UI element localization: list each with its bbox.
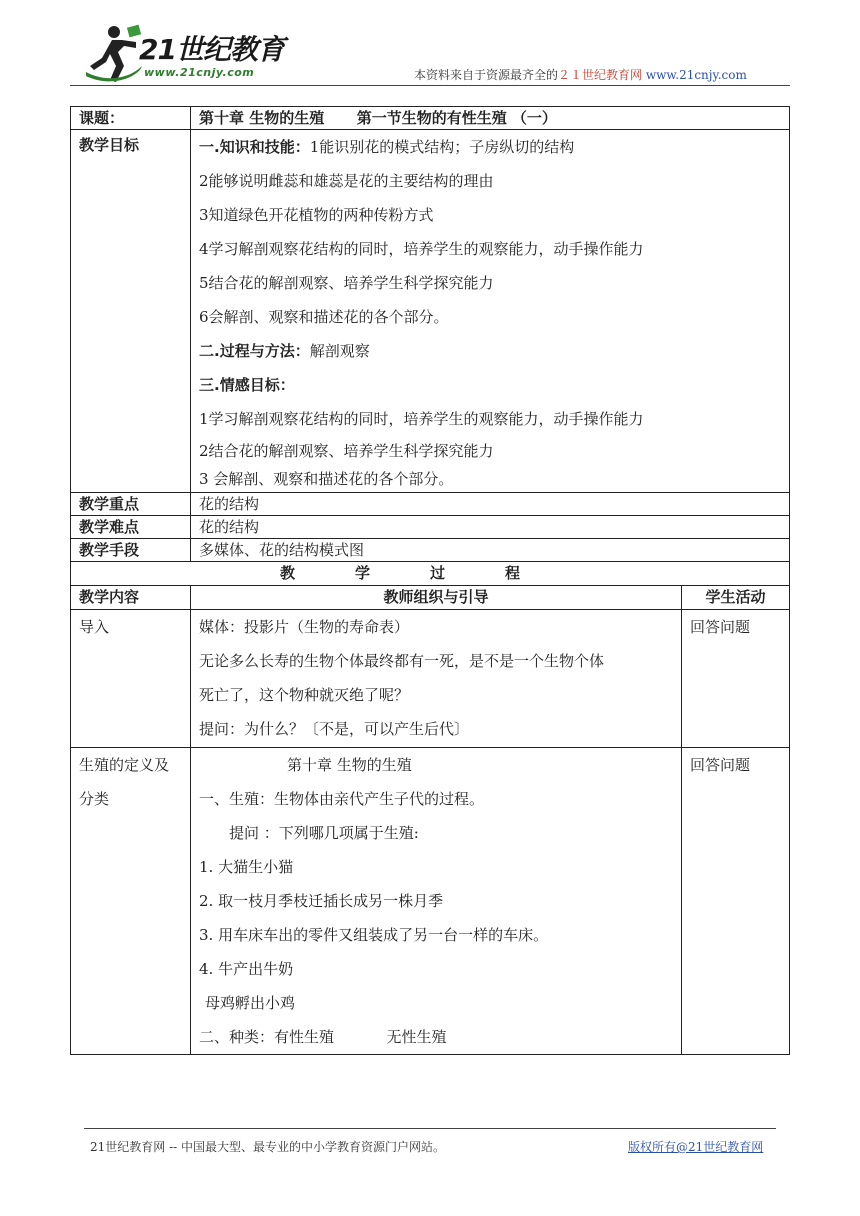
site-logo [84, 22, 294, 86]
knowledge-item-1: 1能识别花的模式结构；子房纵切的结构 [309, 138, 575, 156]
footer-divider [84, 1128, 776, 1129]
process-title: 教学过程 [71, 562, 790, 586]
knowledge-item-3: 3知道绿色开花植物的两种传粉方式 [199, 206, 434, 224]
header-note [414, 66, 747, 83]
teacher-line: 提问 ：下列哪几项属于生殖: [229, 824, 419, 842]
means-value: 多媒体、花的结构模式图 [191, 539, 790, 562]
teacher-line: 1. 大猫生小猫 [199, 858, 294, 876]
footer-copyright-link[interactable]: 版权所有@21世纪教育网 [628, 1140, 764, 1154]
teacher-line: 二、种类：有性生殖 无性生殖 [199, 1028, 447, 1046]
table-row [71, 748, 790, 1055]
difficulties-value: 花的结构 [191, 516, 790, 539]
title-label: 课题： [71, 107, 191, 130]
teacher-line: 无论多么长寿的生物个体最终都有一死，是不是一个生物个体 [199, 652, 605, 670]
emotion-item-2: 2结合花的解剖观察、培养学生科学探究能力 [199, 442, 494, 460]
knowledge-item-4: 4学习解剖观察花结构的同时，培养学生的观察能力，动手操作能力 [199, 240, 644, 258]
row-definition-student: 回答问题 [682, 748, 790, 1055]
process-title-row [71, 562, 790, 586]
knowledge-item-6: 6会解剖、观察和描述花的各个部分。 [199, 308, 449, 326]
header-divider [70, 85, 790, 86]
teacher-line: 母鸡孵出小鸡 [205, 994, 296, 1012]
row-intro-teacher [191, 610, 682, 748]
teacher-line: 4. 牛产出牛奶 [199, 960, 294, 978]
means-label: 教学手段 [71, 539, 191, 562]
header-note-prefix: 本资料来自于资源最齐全的 [414, 68, 559, 82]
teacher-line: 死亡了，这个物种就灭绝了呢？ [199, 686, 410, 704]
chapter-title: 第十章 生物的生殖 [199, 109, 325, 127]
teacher-line: 提问：为什么？〔不是，可以产生后代〕 [199, 720, 470, 738]
table-row [71, 610, 790, 748]
key-points-value: 花的结构 [191, 493, 790, 516]
column-header-row [71, 586, 790, 610]
knowledge-heading: 一.知识和技能：1能识别花的模式结构；子房纵切的结构 [199, 138, 575, 156]
title-row [71, 107, 790, 130]
footer-text: 21世纪教育网 -- 中国最大型、最专业的中小学教育资源门户网站。 [90, 1140, 446, 1154]
key-points-row [71, 493, 790, 516]
logo-url: www.21cnjy.com [144, 66, 255, 79]
objectives-content [191, 130, 790, 493]
objectives-row [71, 130, 790, 493]
col-header-teacher: 教师组织与引导 [191, 586, 682, 610]
teacher-line: 一、生殖：生物体由亲代产生子代的过程。 [199, 790, 485, 808]
lesson-plan-table [70, 106, 790, 1055]
method-text: 解剖观察 [309, 342, 370, 360]
lesson-title [191, 107, 790, 130]
teacher-line: 2. 取一枝月季枝迁插长成另一株月季 [199, 892, 444, 910]
col-header-content: 教学内容 [71, 586, 191, 610]
method-heading: 二.过程与方法：解剖观察 [199, 342, 370, 360]
logo-wordmark: 21世纪教育 [139, 33, 284, 66]
knowledge-item-5: 5结合花的解剖观察、培养学生科学探究能力 [199, 274, 494, 292]
section-title: 第一节生物的有性生殖 （一） [356, 109, 557, 127]
knowledge-item-2: 2能够说明雌蕊和雄蕊是花的主要结构的理由 [199, 172, 494, 190]
emotion-item-3: 3 会解剖、观察和描述花的各个部分。 [199, 470, 454, 488]
teacher-line: 媒体：投影片（生物的寿命表） [199, 618, 410, 636]
key-points-label: 教学重点 [71, 493, 191, 516]
teacher-heading: 第十章 生物的生殖 [287, 756, 412, 774]
row-intro-content: 导入 [71, 610, 191, 748]
emotion-item-1: 1学习解剖观察花结构的同时，培养学生的观察能力，动手操作能力 [199, 410, 644, 428]
teacher-line: 3. 用车床车出的零件又组装成了另一台一样的车床。 [199, 926, 549, 944]
runner-icon [84, 22, 144, 86]
means-row [71, 539, 790, 562]
col-header-student: 学生活动 [682, 586, 790, 610]
difficulties-label: 教学难点 [71, 516, 191, 539]
objectives-label: 教学目标 [71, 130, 191, 493]
emotion-heading: 三.情感目标： [199, 376, 295, 394]
row-intro-student: 回答问题 [682, 610, 790, 748]
page-header [0, 0, 860, 100]
header-note-url[interactable]: www.21cnjy.com [645, 68, 747, 82]
difficulties-row [71, 516, 790, 539]
row-definition-content: 生殖的定义及 分类 [71, 748, 191, 1055]
header-note-brand[interactable]: ２１世纪教育网 [558, 68, 643, 82]
row-definition-teacher [191, 748, 682, 1055]
